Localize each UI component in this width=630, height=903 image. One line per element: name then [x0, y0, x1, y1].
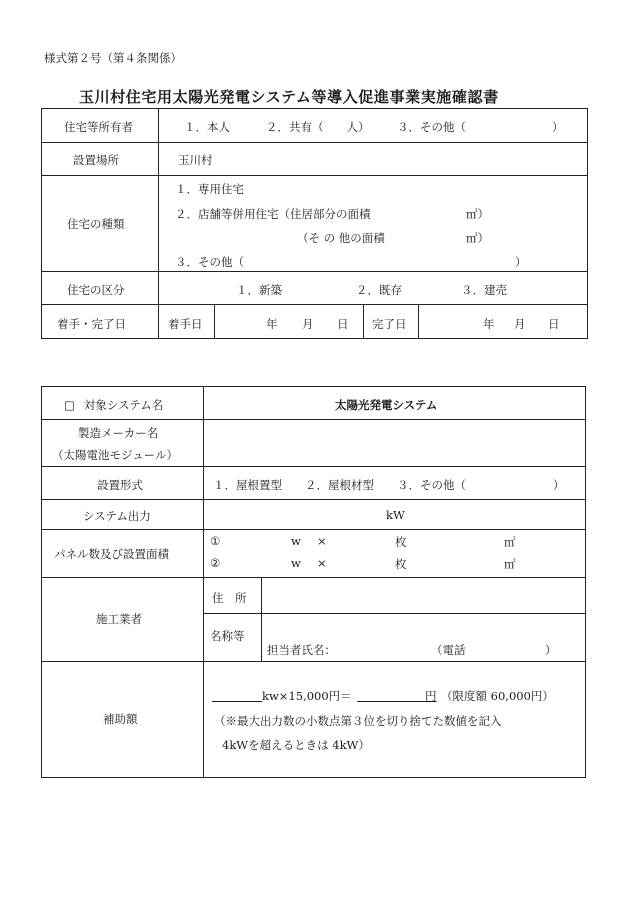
start-month: 月 [302, 317, 314, 331]
subsidy-limit: （限度額 60,000円） [441, 689, 554, 703]
system-output-unit: kW [386, 508, 405, 522]
phone-label: （電話 [431, 643, 466, 657]
maker-sublabel: （太陽電池モジュール） [52, 448, 179, 462]
start-date-label: 着手日 [168, 317, 203, 331]
install-option-other: ３．その他（ [397, 478, 466, 492]
system-name-value: 太陽光発電システム [335, 398, 438, 412]
house-type-option-mixed: ２．店舗等併用住宅（住居部分の面積 [175, 207, 371, 221]
phone-close: ） [545, 643, 557, 657]
maker-label: 製造メーカー名 [78, 426, 159, 440]
complete-day: 日 [548, 317, 560, 331]
house-type-option-other: ３．その他（ [175, 255, 244, 269]
install-option-close: ） [553, 478, 565, 492]
subsidy-note-line1: （※最大出力数の小数点第３位を切り捨てた数値を記入 [214, 714, 502, 728]
panel-times: × [317, 534, 327, 548]
dates-label: 着手・完了日 [57, 317, 126, 331]
category-option-existing: ２．既存 [356, 283, 402, 297]
subsidy-calc-yen: 円 [425, 689, 437, 703]
form-number: 様式第２号（第４条関係） [44, 51, 182, 65]
subsidy-calc-kw: kw×15,000円＝ [262, 689, 352, 703]
house-type-option-private: １．専用住宅 [175, 182, 244, 196]
complete-month: 月 [514, 317, 526, 331]
subsidy-label: 補助額 [103, 712, 138, 726]
owner-option-close: ） [552, 120, 564, 134]
start-day: 日 [337, 317, 349, 331]
house-type-label: 住宅の種類 [67, 217, 125, 231]
checkbox-icon[interactable]: □ [64, 398, 75, 412]
owner-option-self: １．本人 [184, 120, 230, 134]
owner-label: 住宅等所有者 [64, 120, 133, 134]
system-output-label: システム出力 [83, 509, 151, 523]
category-option-new: １．新築 [236, 283, 282, 297]
house-type-option-close: ） [515, 255, 527, 269]
address-label: 住 所 [212, 591, 247, 605]
install-option-roof-mounted: １．屋根置型 [213, 478, 282, 492]
complete-year: 年 [483, 317, 495, 331]
house-category-label: 住宅の区分 [67, 283, 125, 297]
system-name-label: □ 対象システム名 [64, 398, 164, 412]
house-type-other-area: （そ の 他の面積 [297, 231, 385, 245]
owner-option-shared: ２．共有（ 人） [266, 120, 370, 134]
panel-row-number: ② [210, 556, 221, 570]
panel-row-number: ① [210, 534, 221, 548]
contractor-label: 施工業者 [96, 612, 142, 626]
panel-sheets-unit: 枚 [395, 557, 407, 571]
panel-area-unit: ㎡ [504, 557, 516, 571]
panel-watt-unit: w [291, 556, 301, 570]
house-type-other-area-unit: ㎡） [466, 231, 489, 245]
panel-watt-unit: w [291, 534, 301, 548]
install-option-roofing-material: ２．屋根材型 [305, 478, 374, 492]
panel-sheets-unit: 枚 [395, 535, 407, 549]
location-label: 設置場所 [73, 153, 119, 167]
install-type-label: 設置形式 [97, 478, 143, 492]
house-type-mixed-unit: ㎡） [466, 207, 489, 221]
panel-area-unit: ㎡ [504, 535, 516, 549]
complete-date-label: 完了日 [372, 317, 407, 331]
category-option-readybuilt: ３．建売 [461, 283, 507, 297]
panel-count-label: パネル数及び設置面積 [54, 547, 169, 561]
company-name-label: 名称等 [210, 629, 245, 643]
owner-option-other: ３．その他（ [397, 120, 466, 134]
representative-label: 担当者氏名： [267, 643, 336, 657]
subsidy-note-line2: 4kWを超えるときは 4kW） [222, 738, 370, 752]
location-value: 玉川村 [178, 153, 213, 167]
document-title: 玉川村住宅用太陽光発電システム等導入促進事業実施確認書 [79, 88, 499, 106]
start-year: 年 [266, 317, 278, 331]
panel-times: × [317, 556, 327, 570]
